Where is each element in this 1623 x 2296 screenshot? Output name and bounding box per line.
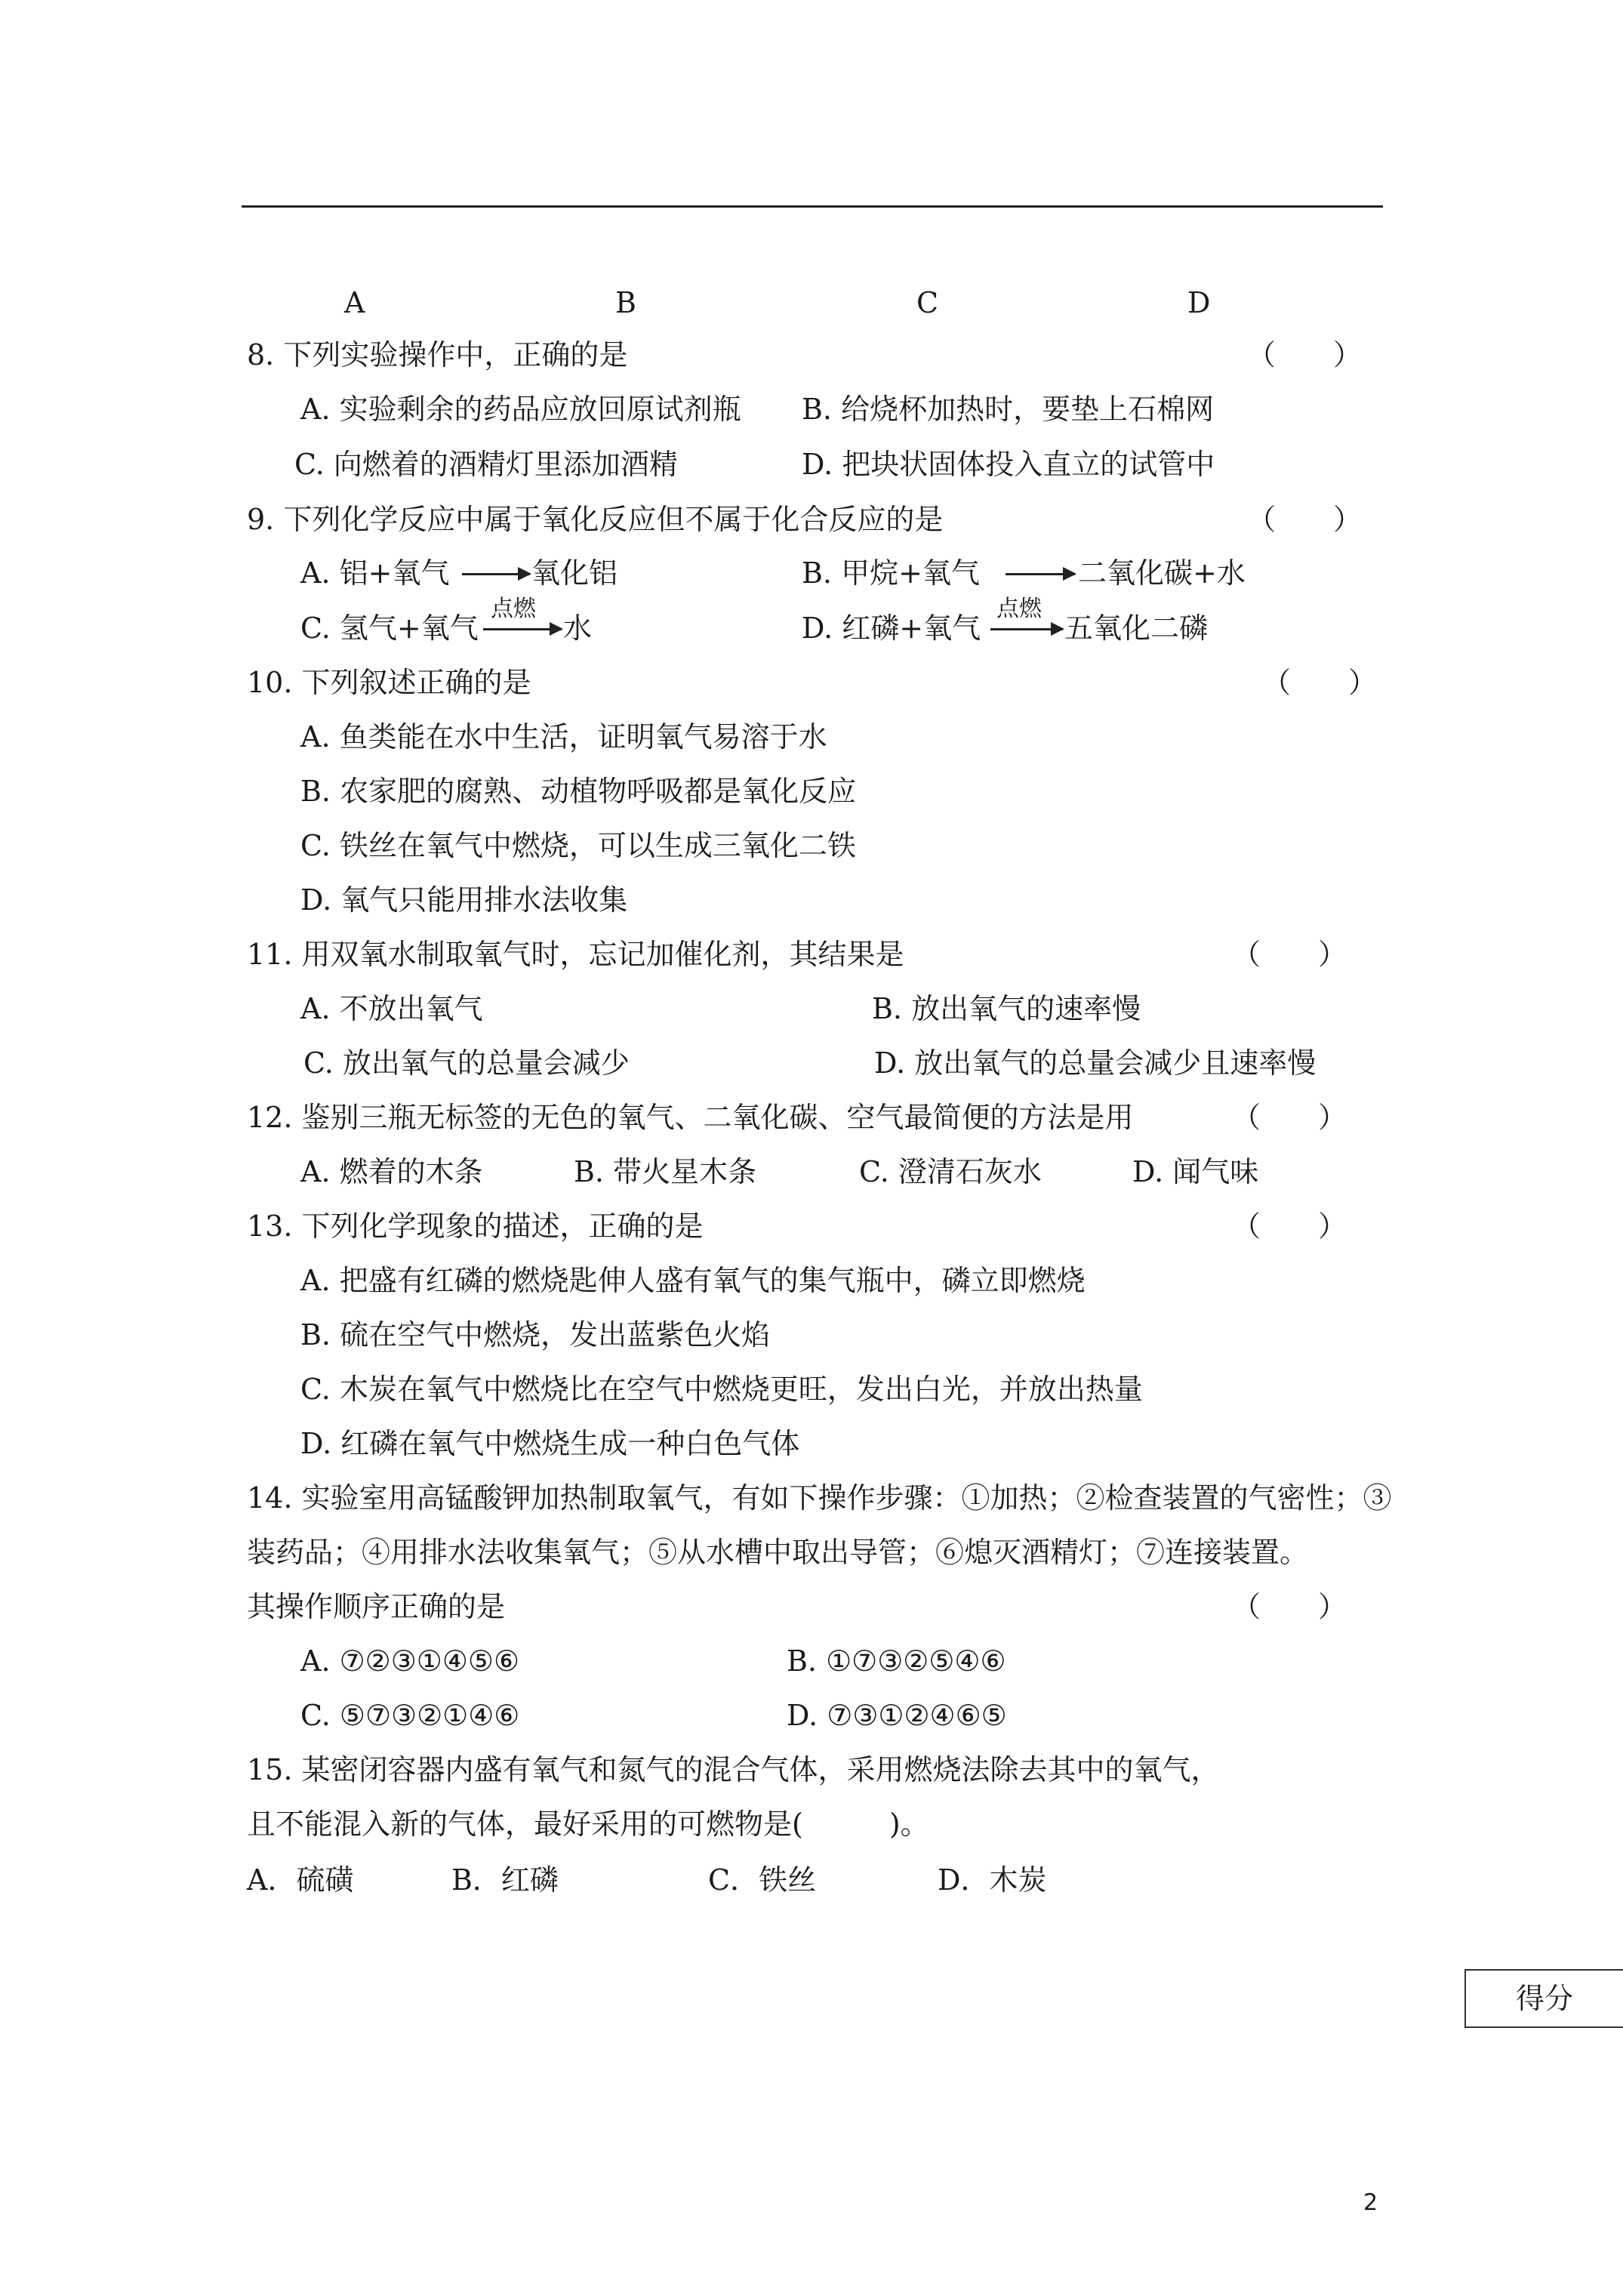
question-13-option-b: B. 硫在空气中燃烧，发出蓝紫色火焰 [300, 1318, 771, 1351]
question-9-answer-blank: （ ） [1247, 503, 1363, 536]
question-11-option-c: C. 放出氧气的总量会减少 [303, 1046, 630, 1080]
question-15-option-a: A．硫磺 [247, 1863, 354, 1897]
question-14-stem-line-3: 其操作顺序正确的是 [247, 1590, 506, 1623]
question-15-stem-line-2: 且不能混入新的气体，最好采用的可燃物是( )。 [247, 1808, 929, 1841]
question-15-option-b: B．红磷 [451, 1863, 559, 1897]
question-12-option-b: B. 带火星木条 [574, 1155, 757, 1188]
question-12-stem: 12. 鉴别三瓶无标签的无色的氧气、二氧化碳、空气最简便的方法是用 [247, 1101, 1134, 1134]
question-14-stem-line-1: 14. 实验室用高锰酸钾加热制取氧气，有如下操作步骤：①加热；②检查装置的气密性；③ [247, 1481, 1392, 1515]
question-10-option-c: C. 铁丝在氧气中燃烧，可以生成三氧化二铁 [300, 829, 856, 862]
question-15-option-d: D．木炭 [938, 1863, 1047, 1897]
image-label-b: B [615, 286, 636, 319]
question-11-option-d: D. 放出氧气的总量会减少且速率慢 [874, 1046, 1317, 1080]
question-9-option-a-reactants: A. 铝+氧气 [300, 556, 450, 590]
question-14-option-a: A. ⑦②③①④⑤⑥ [300, 1644, 520, 1678]
question-13-answer-blank: （ ） [1232, 1210, 1347, 1243]
page-number: 2 [1363, 2190, 1378, 2216]
image-label-c: C [916, 286, 939, 319]
question-14-stem-line-2: 装药品；④用排水法收集氧气；⑤从水槽中取出导管；⑥熄灭酒精灯；⑦连接装置。 [247, 1536, 1309, 1569]
question-15-stem-line-1: 15. 某密闭容器内盛有氧气和氮气的混合气体，采用燃烧法除去其中的氧气， [247, 1753, 1220, 1786]
question-9-option-c-product: 水 [563, 612, 593, 645]
question-10-stem: 10. 下列叙述正确的是 [247, 666, 531, 699]
question-8-option-a: A. 实验剩余的药品应放回原试剂瓶 [300, 393, 741, 426]
question-9-option-d-reactants: D. 红磷+氧气 [802, 612, 981, 645]
question-10-answer-blank: （ ） [1262, 666, 1378, 699]
question-14-option-b: B. ①⑦③②⑤④⑥ [787, 1644, 1006, 1678]
image-label-d: D [1187, 286, 1211, 319]
score-box: 得分 [1464, 1969, 1623, 2028]
question-13-option-c: C. 木炭在氧气中燃烧比在空气中燃烧更旺，发出白光，并放出热量 [300, 1373, 1143, 1406]
reaction-condition-label: 点燃 [491, 596, 536, 622]
question-13-stem: 13. 下列化学现象的描述，正确的是 [247, 1210, 704, 1243]
question-8-stem: 8. 下列实验操作中，正确的是 [247, 338, 628, 371]
question-13-option-a: A. 把盛有红磷的燃烧匙伸人盛有氧气的集气瓶中，磷立即燃烧 [300, 1264, 1086, 1297]
question-12-option-c: C. 澄清石灰水 [859, 1155, 1042, 1188]
question-14-option-c: C. ⑤⑦③②①④⑥ [300, 1699, 520, 1732]
question-13-option-d: D. 红磷在氧气中燃烧生成一种白色气体 [300, 1427, 800, 1460]
question-9-option-b-reactants: B. 甲烷+氧气 [802, 556, 980, 590]
question-8-option-d: D. 把块状固体投入直立的试管中 [802, 448, 1215, 481]
reaction-arrow-icon [1006, 573, 1075, 575]
question-9-option-b-products: 二氧化碳+水 [1078, 556, 1246, 590]
question-12-option-a: A. 燃着的木条 [300, 1155, 483, 1188]
question-10-option-d: D. 氧气只能用排水法收集 [300, 883, 628, 917]
question-9-option-c-reactants: C. 氢气+氧气 [300, 612, 479, 645]
reaction-arrow-icon [462, 573, 530, 575]
question-8-option-c: C. 向燃着的酒精灯里添加酒精 [294, 448, 678, 481]
image-label-a: A [344, 286, 365, 319]
question-9-option-a-product: 氧化铝 [531, 556, 618, 590]
question-11-option-a: A. 不放出氧气 [300, 992, 483, 1025]
question-12-option-d: D. 闻气味 [1132, 1155, 1259, 1188]
reaction-arrow-icon [483, 628, 562, 630]
question-12-answer-blank: （ ） [1232, 1101, 1347, 1134]
reaction-condition-label: 点燃 [996, 596, 1042, 622]
question-8-answer-blank: （ ） [1247, 338, 1363, 371]
header-rule [242, 205, 1383, 208]
question-9-option-d-product: 五氧化二磷 [1064, 612, 1209, 645]
question-11-answer-blank: （ ） [1232, 938, 1347, 971]
question-14-answer-blank: （ ） [1232, 1590, 1347, 1623]
question-10-option-b: B. 农家肥的腐熟、动植物呼吸都是氧化反应 [300, 775, 857, 808]
reaction-arrow-icon [990, 628, 1063, 630]
question-14-option-d: D. ⑦③①②④⑥⑤ [787, 1699, 1007, 1732]
question-8-option-b: B. 给烧杯加热时，要垫上石棉网 [802, 393, 1215, 426]
question-15-option-c: C．铁丝 [708, 1863, 817, 1897]
question-9-stem: 9. 下列化学反应中属于氧化反应但不属于化合反应的是 [247, 503, 944, 536]
question-11-stem: 11. 用双氧水制取氧气时，忘记加催化剂，其结果是 [247, 938, 904, 971]
question-11-option-b: B. 放出氧气的速率慢 [872, 992, 1141, 1025]
question-10-option-a: A. 鱼类能在水中生活，证明氧气易溶于水 [300, 720, 827, 754]
